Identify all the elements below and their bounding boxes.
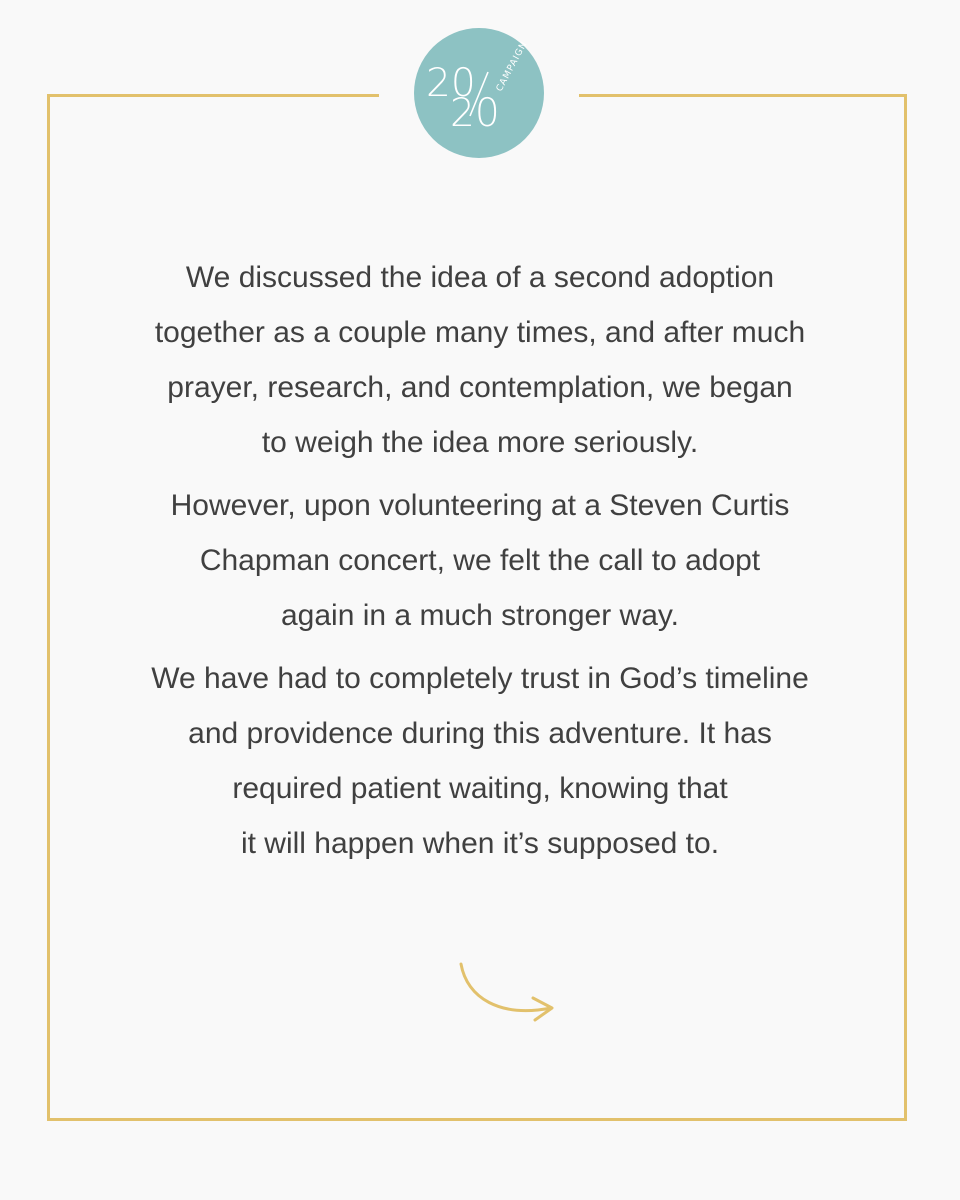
paragraph-3 xyxy=(80,651,880,871)
text-line: to weigh the idea more seriously. xyxy=(261,426,699,459)
text-line: required patient waiting, knowing that xyxy=(232,772,728,805)
logo-bottom-number: 20 xyxy=(450,91,500,136)
logo-top-number: 20 xyxy=(426,61,476,106)
text-line: again in a much stronger way. xyxy=(281,599,679,632)
text-line: together as a couple many times, and after much xyxy=(154,316,806,349)
text-line: it will happen when it’s supposed to. xyxy=(240,827,720,860)
text-line: Chapman concert, we felt the call to adopt xyxy=(199,544,761,577)
text-line: and providence during this adventure. It has xyxy=(188,717,772,750)
paragraph-1 xyxy=(80,250,880,470)
curved-arrow-right-icon[interactable] xyxy=(455,958,565,1033)
story-text xyxy=(80,250,880,879)
text-line: We discussed the idea of a second adoption xyxy=(185,261,775,294)
text-line: prayer, research, and contemplation, we began xyxy=(167,371,793,404)
text-line: We have had to completely trust in God’s timeline xyxy=(151,662,809,695)
logo-side-text: CAMPAIGN xyxy=(494,39,530,94)
paragraph-2 xyxy=(80,478,880,643)
text-line: However, upon volunteering at a Steven Curtis xyxy=(170,489,790,522)
campaign-logo xyxy=(414,28,544,158)
